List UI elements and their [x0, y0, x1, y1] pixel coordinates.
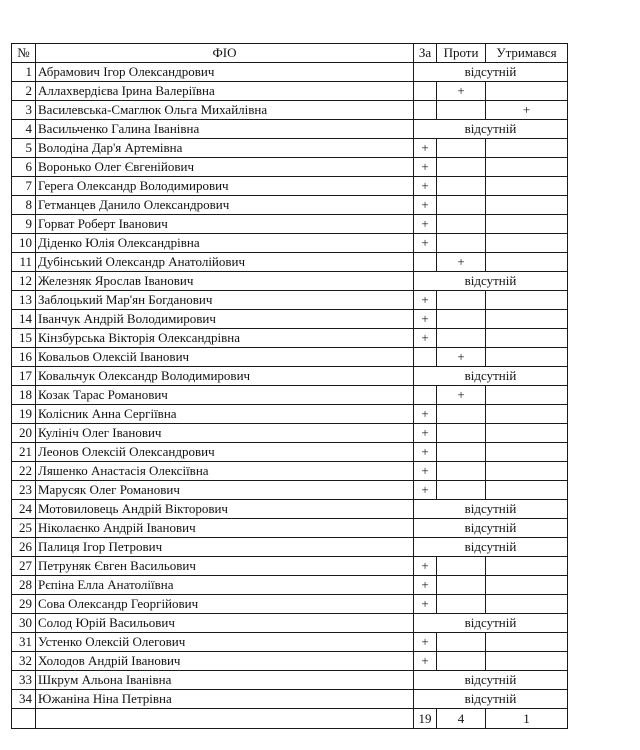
row-number: 2: [12, 82, 36, 101]
table-row: [12, 595, 568, 614]
vote-abstain-cell: [486, 386, 568, 405]
vote-against-cell: [437, 462, 486, 481]
vote-for-cell: [414, 348, 437, 367]
table-row: [12, 82, 568, 101]
member-name: Діденко Юлія Олександрівна: [36, 234, 414, 253]
vote-for-cell: +: [414, 177, 437, 196]
member-name: Сова Олександр Георгійович: [36, 595, 414, 614]
absent-status: відсутній: [414, 120, 568, 139]
vote-against-cell: +: [437, 253, 486, 272]
table-row: [12, 652, 568, 671]
table-row: [12, 120, 568, 139]
vote-for-cell: +: [414, 234, 437, 253]
table-row: [12, 367, 568, 386]
absent-status: відсутній: [414, 63, 568, 82]
voting-table: [11, 43, 568, 729]
member-name: Рєпіна Елла Анатоліївна: [36, 576, 414, 595]
table-row: [12, 614, 568, 633]
absent-status: відсутній: [414, 367, 568, 386]
table-row: [12, 310, 568, 329]
table-row: [12, 348, 568, 367]
member-name: Володіна Дар'я Артемівна: [36, 139, 414, 158]
row-number: 8: [12, 196, 36, 215]
vote-for-cell: +: [414, 557, 437, 576]
vote-against-cell: [437, 557, 486, 576]
member-name: Палиця Ігор Петрович: [36, 538, 414, 557]
member-name: Дубінський Олександр Анатолійович: [36, 253, 414, 272]
table-row: [12, 462, 568, 481]
member-name: Васильченко Галина Іванівна: [36, 120, 414, 139]
row-number: 16: [12, 348, 36, 367]
total-for: 19: [414, 709, 437, 729]
table-row: [12, 177, 568, 196]
vote-against-cell: [437, 633, 486, 652]
vote-for-cell: +: [414, 139, 437, 158]
vote-abstain-cell: [486, 329, 568, 348]
table-row: [12, 291, 568, 310]
row-number: 30: [12, 614, 36, 633]
member-name: Марусяк Олег Романович: [36, 481, 414, 500]
vote-abstain-cell: [486, 557, 568, 576]
vote-abstain-cell: [486, 139, 568, 158]
row-number: 21: [12, 443, 36, 462]
vote-abstain-cell: +: [486, 101, 568, 120]
member-name: Колісник Анна Сергіївна: [36, 405, 414, 424]
vote-for-cell: +: [414, 310, 437, 329]
vote-abstain-cell: [486, 234, 568, 253]
vote-abstain-cell: [486, 595, 568, 614]
vote-against-cell: [437, 139, 486, 158]
vote-abstain-cell: [486, 481, 568, 500]
row-number: 24: [12, 500, 36, 519]
vote-against-cell: +: [437, 386, 486, 405]
row-number: 19: [12, 405, 36, 424]
member-name: Кінзбурська Вікторія Олександрівна: [36, 329, 414, 348]
table-row: [12, 500, 568, 519]
table-row: [12, 519, 568, 538]
table-row: [12, 690, 568, 709]
absent-status: відсутній: [414, 690, 568, 709]
vote-abstain-cell: [486, 253, 568, 272]
row-number: 28: [12, 576, 36, 595]
vote-abstain-cell: [486, 196, 568, 215]
vote-against-cell: [437, 196, 486, 215]
row-number: 12: [12, 272, 36, 291]
member-name: Василевська-Смаглюк Ольга Михайлівна: [36, 101, 414, 120]
table-row: [12, 139, 568, 158]
vote-abstain-cell: [486, 215, 568, 234]
member-name: Заблоцький Мар'ян Богданович: [36, 291, 414, 310]
table-row: [12, 158, 568, 177]
totals-number-cell: [12, 709, 36, 729]
row-number: 11: [12, 253, 36, 272]
row-number: 18: [12, 386, 36, 405]
vote-against-cell: [437, 310, 486, 329]
absent-status: відсутній: [414, 671, 568, 690]
vote-for-cell: +: [414, 633, 437, 652]
member-name: Воронько Олег Євгенійович: [36, 158, 414, 177]
vote-against-cell: [437, 443, 486, 462]
absent-status: відсутній: [414, 538, 568, 557]
vote-for-cell: [414, 386, 437, 405]
header-abstain: Утримався: [486, 44, 568, 63]
vote-against-cell: [437, 234, 486, 253]
member-name: Шкрум Альона Іванівна: [36, 671, 414, 690]
member-name: Ніколаєнко Андрій Іванович: [36, 519, 414, 538]
vote-against-cell: [437, 595, 486, 614]
member-name: Ковальов Олексій Іванович: [36, 348, 414, 367]
vote-for-cell: +: [414, 595, 437, 614]
member-name: Гетманцев Данило Олександрович: [36, 196, 414, 215]
row-number: 25: [12, 519, 36, 538]
vote-for-cell: +: [414, 424, 437, 443]
row-number: 20: [12, 424, 36, 443]
row-number: 31: [12, 633, 36, 652]
row-number: 1: [12, 63, 36, 82]
member-name: Козак Тарас Романович: [36, 386, 414, 405]
absent-status: відсутній: [414, 272, 568, 291]
table-row: [12, 424, 568, 443]
table-row: [12, 671, 568, 690]
total-against: 4: [437, 709, 486, 729]
vote-abstain-cell: [486, 443, 568, 462]
row-number: 13: [12, 291, 36, 310]
member-name: Абрамович Ігор Олександрович: [36, 63, 414, 82]
table-row: [12, 196, 568, 215]
row-number: 4: [12, 120, 36, 139]
row-number: 32: [12, 652, 36, 671]
row-number: 6: [12, 158, 36, 177]
vote-for-cell: [414, 253, 437, 272]
table-row: [12, 234, 568, 253]
vote-for-cell: +: [414, 576, 437, 595]
header-number: №: [12, 44, 36, 63]
absent-status: відсутній: [414, 500, 568, 519]
row-number: 26: [12, 538, 36, 557]
table-row: [12, 253, 568, 272]
table-row: [12, 481, 568, 500]
vote-against-cell: [437, 329, 486, 348]
table-row: [12, 443, 568, 462]
vote-against-cell: [437, 576, 486, 595]
table-row: [12, 272, 568, 291]
vote-abstain-cell: [486, 158, 568, 177]
totals-name-cell: [36, 709, 414, 729]
member-name: Железняк Ярослав Іванович: [36, 272, 414, 291]
vote-for-cell: +: [414, 443, 437, 462]
member-name: Кулініч Олег Іванович: [36, 424, 414, 443]
row-number: 23: [12, 481, 36, 500]
header-against: Проти: [437, 44, 486, 63]
table-row: [12, 215, 568, 234]
vote-for-cell: +: [414, 462, 437, 481]
absent-status: відсутній: [414, 519, 568, 538]
row-number: 15: [12, 329, 36, 348]
row-number: 5: [12, 139, 36, 158]
table-row: [12, 557, 568, 576]
vote-for-cell: +: [414, 329, 437, 348]
vote-for-cell: +: [414, 158, 437, 177]
table-row: [12, 405, 568, 424]
vote-for-cell: +: [414, 196, 437, 215]
row-number: 34: [12, 690, 36, 709]
row-number: 33: [12, 671, 36, 690]
vote-against-cell: [437, 424, 486, 443]
row-number: 22: [12, 462, 36, 481]
member-name: Ляшенко Анастасія Олексіївна: [36, 462, 414, 481]
vote-against-cell: [437, 101, 486, 120]
table-row: [12, 386, 568, 405]
member-name: Южаніна Ніна Петрівна: [36, 690, 414, 709]
vote-abstain-cell: [486, 576, 568, 595]
vote-for-cell: +: [414, 291, 437, 310]
member-name: Іванчук Андрій Володимирович: [36, 310, 414, 329]
vote-for-cell: +: [414, 405, 437, 424]
vote-for-cell: +: [414, 652, 437, 671]
vote-abstain-cell: [486, 633, 568, 652]
member-name: Герега Олександр Володимирович: [36, 177, 414, 196]
member-name: Мотовиловець Андрій Вікторович: [36, 500, 414, 519]
vote-against-cell: [437, 652, 486, 671]
header-row: [12, 44, 568, 63]
vote-against-cell: +: [437, 82, 486, 101]
vote-against-cell: [437, 481, 486, 500]
vote-against-cell: [437, 291, 486, 310]
member-name: Солод Юрій Васильович: [36, 614, 414, 633]
member-name: Горват Роберт Іванович: [36, 215, 414, 234]
table-row: [12, 63, 568, 82]
row-number: 29: [12, 595, 36, 614]
row-number: 10: [12, 234, 36, 253]
table-body: [12, 63, 568, 709]
vote-against-cell: [437, 177, 486, 196]
header-for: За: [414, 44, 437, 63]
vote-abstain-cell: [486, 405, 568, 424]
vote-abstain-cell: [486, 462, 568, 481]
vote-against-cell: [437, 405, 486, 424]
header-name: ФІО: [36, 44, 414, 63]
row-number: 27: [12, 557, 36, 576]
row-number: 9: [12, 215, 36, 234]
member-name: Аллахвердієва Ірина Валеріївна: [36, 82, 414, 101]
vote-abstain-cell: [486, 424, 568, 443]
member-name: Устенко Олексій Олегович: [36, 633, 414, 652]
vote-abstain-cell: [486, 291, 568, 310]
vote-abstain-cell: [486, 177, 568, 196]
vote-against-cell: [437, 158, 486, 177]
total-abstain: 1: [486, 709, 568, 729]
vote-for-cell: +: [414, 481, 437, 500]
member-name: Холодов Андрій Іванович: [36, 652, 414, 671]
vote-for-cell: [414, 82, 437, 101]
table-row: [12, 576, 568, 595]
absent-status: відсутній: [414, 614, 568, 633]
voting-results-sheet: [11, 43, 568, 729]
vote-for-cell: [414, 101, 437, 120]
vote-against-cell: +: [437, 348, 486, 367]
table-row: [12, 633, 568, 652]
vote-for-cell: +: [414, 215, 437, 234]
vote-abstain-cell: [486, 652, 568, 671]
totals-row: [12, 709, 568, 729]
member-name: Ковальчук Олександр Володимирович: [36, 367, 414, 386]
row-number: 3: [12, 101, 36, 120]
row-number: 17: [12, 367, 36, 386]
vote-abstain-cell: [486, 82, 568, 101]
vote-against-cell: [437, 215, 486, 234]
member-name: Петруняк Євген Васильович: [36, 557, 414, 576]
member-name: Леонов Олексій Олександрович: [36, 443, 414, 462]
row-number: 7: [12, 177, 36, 196]
table-row: [12, 101, 568, 120]
row-number: 14: [12, 310, 36, 329]
vote-abstain-cell: [486, 348, 568, 367]
vote-abstain-cell: [486, 310, 568, 329]
table-row: [12, 538, 568, 557]
table-row: [12, 329, 568, 348]
